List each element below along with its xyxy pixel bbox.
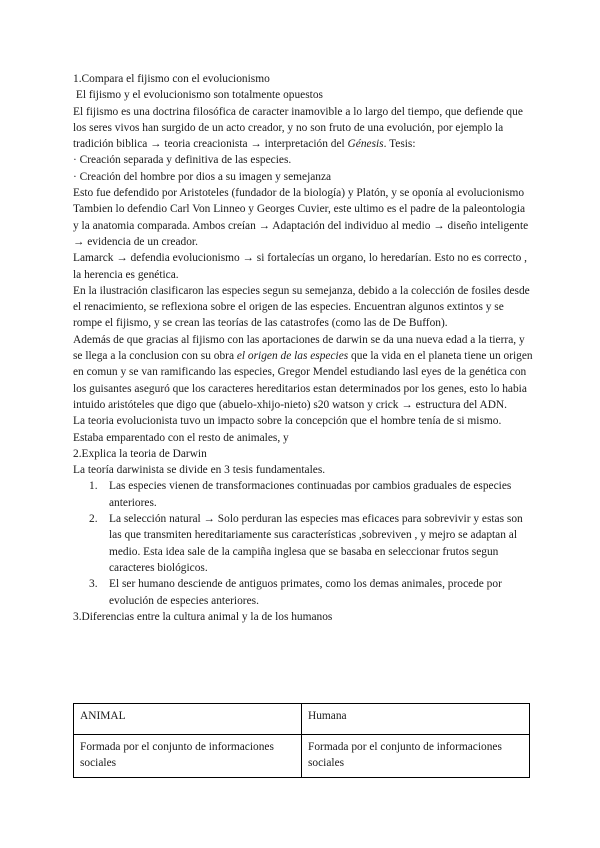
list-item (73, 478, 533, 511)
origen-especies-italic: el origen de las especies (236, 350, 349, 363)
paragraph-linneo: Tambien lo defendio Carl Von Linneo y Georges Cuvier, este ultimo es el padre de la paleontologia y la anatomia comparada. Ambos creían → Adaptación del individuo al medio → diseño inteligente → evidencia de un creador. (73, 203, 529, 248)
tesis-item-1: · Creación separada y definitiva de las especies. (73, 154, 292, 167)
paragraph-fijismo-definition (73, 104, 533, 153)
table-cell: Formada por el conjunto de informaciones sociales (302, 735, 530, 778)
question-1-heading: 1.Compara el fijismo con el evolucionismo (73, 73, 270, 85)
darwin-text-a: Además de que gracias al fijismo con las aportaciones de darwin se da una nueva edad a la tierra, y se llega a la conclusion con su obra (73, 333, 525, 363)
list-item-text: La selección natural → Solo perduran las especies mas eficaces para sobrevivir y estas son las que transmiten hereditariamente sus características ,sobreviven , y mejro se adaptan al medio. Esta idea sale de la campiña inglesa que se basaba en seleccionar frutos segun caracteres biológicos. (109, 513, 523, 574)
list-item-text: Las especies vienen de transformaciones continuadas por cambios graduales de especies anteriores. (109, 480, 512, 509)
list-item (73, 511, 533, 576)
tesis-item-2: · Creación del hombre por dios a su imagen y semejanza (73, 170, 332, 183)
table-header-humana: Humana (302, 704, 530, 735)
darwin-tesis-list (73, 478, 533, 608)
list-item (73, 576, 533, 609)
document-body (73, 71, 533, 625)
paragraph-darwin (73, 332, 533, 413)
paragraph-aristoteles: Esto fue defendido por Aristoteles (fundador de la biología) y Platón, y se oponía al evolucionismo (73, 187, 525, 200)
tesis-label: . Tesis: (383, 138, 416, 151)
paragraph-ilustracion: En la ilustración clasificaron las especies segun su semejanza, debido a la colección de fosiles desde el renacimiento, se reflexiona sobre el origen de las especies. Encuentran algunos extintos y se rompe el fijismo, y se crean las teorías de las catastrofes (como las de De Buffon). (73, 284, 530, 330)
question-2-heading: 2.Explica la teoria de Darwin (73, 447, 207, 460)
paragraph-impacto: La teoria evolucionista tuvo un impacto sobre la concepción que el hombre tenía de si mismo. Estaba emparentado con el resto de animales, y (73, 415, 502, 444)
list-item-number: 1. (89, 480, 98, 493)
list-item-text: El ser humano desciende de antiguos primates, como los demas animales, procede por evolución de especies anteriores. (109, 578, 502, 607)
paragraph-intro: El fijismo y el evolucionismo son totalmente opuestos (73, 89, 323, 102)
list-item-number: 2. (89, 513, 98, 526)
paragraph-darwin-intro: La teoría darwinista se divide en 3 tesis fundamentales. (73, 464, 326, 477)
genesis-italic: Génesis (347, 138, 384, 151)
comparison-table (73, 703, 530, 778)
table-cell: Formada por el conjunto de informaciones sociales (74, 735, 302, 778)
table-header-row (74, 704, 530, 735)
table-header-animal: ANIMAL (74, 704, 302, 735)
list-item-number: 3. (89, 578, 98, 591)
question-3-heading: 3.Diferencias entre la cultura animal y la de los humanos (73, 610, 333, 623)
table-row (74, 735, 530, 778)
fijismo-text: El fijismo es una doctrina filosófica de caracter inamovible a lo largo del tiempo, que defiende que los seres vivos han surgido de un acto creador, y no son fruto de una evolución, por ejemplo la tradición biblica → teoria creacionista → interpretación del (73, 105, 523, 151)
darwin-text-b: que la vida en el planeta tiene un origen en comun y se van ramificando las especies, Gregor Mendel estudiando lasl eyes de la genética con los guisantes aseguró que los caracteres hereditarios estan determinados por los genes, esto lo habia intuido aristóteles que digo que (abuelo-xhijo-nieto) s20 watson y crick → estructura del ADN. (73, 350, 533, 411)
paragraph-lamarck: Lamarck → defendia evolucionismo → si fortalecías un organo, lo heredarían. Esto no es correcto , la herencia es genética. (73, 252, 527, 281)
